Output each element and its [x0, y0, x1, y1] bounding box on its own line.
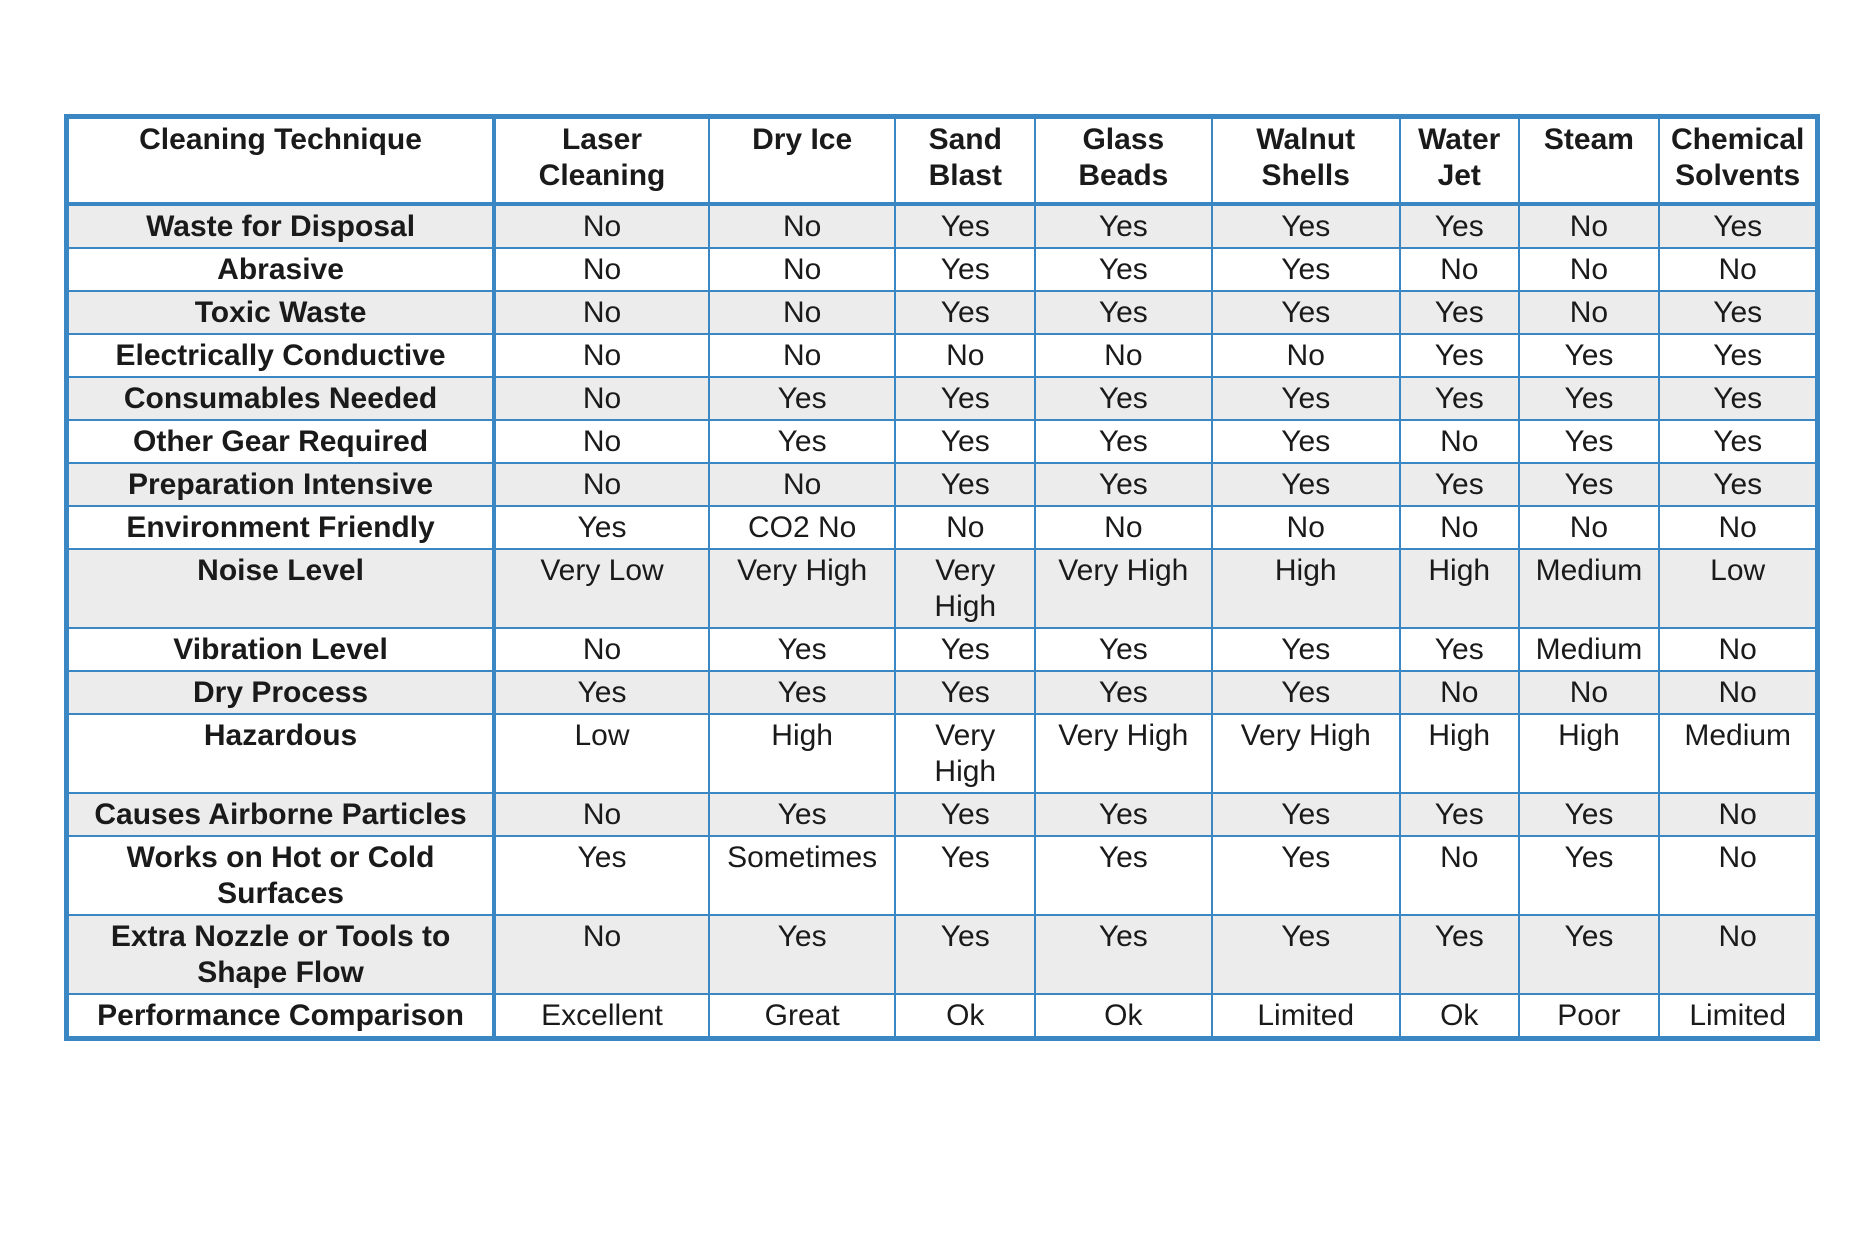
table-row	[67, 420, 1818, 463]
table-cell: Ok	[1400, 994, 1519, 1039]
column-header-steam: Steam	[1519, 117, 1660, 205]
table-cell: No	[494, 628, 709, 671]
table-cell: Yes	[1519, 793, 1660, 836]
table-row	[67, 915, 1818, 994]
table-cell: Yes	[895, 420, 1035, 463]
table-cell: Yes	[895, 628, 1035, 671]
table-cell: Yes	[1400, 628, 1519, 671]
table-cell: Yes	[1212, 793, 1400, 836]
table-cell: High	[1400, 549, 1519, 628]
table-cell: No	[895, 334, 1035, 377]
table-cell: No	[1659, 628, 1817, 671]
table-cell: Yes	[1659, 334, 1817, 377]
table-cell: No	[709, 463, 895, 506]
table-cell: No	[494, 420, 709, 463]
table-cell: Very High	[1035, 549, 1211, 628]
table-cell: Yes	[1659, 204, 1817, 248]
row-label: Preparation Intensive	[67, 463, 495, 506]
row-label: Dry Process	[67, 671, 495, 714]
table-cell: Yes	[895, 291, 1035, 334]
table-cell: Yes	[1212, 377, 1400, 420]
table-cell: No	[709, 291, 895, 334]
table-cell: No	[1400, 506, 1519, 549]
table-cell: No	[1659, 836, 1817, 915]
table-cell: No	[1400, 836, 1519, 915]
table-row	[67, 793, 1818, 836]
table-cell: Limited	[1212, 994, 1400, 1039]
table-cell: No	[895, 506, 1035, 549]
table-cell: No	[494, 915, 709, 994]
row-label: Environment Friendly	[67, 506, 495, 549]
table-cell: Yes	[1519, 334, 1660, 377]
table-cell: Very High	[1035, 714, 1211, 793]
table-cell: Yes	[895, 463, 1035, 506]
table-cell: No	[1659, 506, 1817, 549]
table-cell: Yes	[895, 836, 1035, 915]
table-cell: No	[1659, 248, 1817, 291]
table-cell: Yes	[494, 506, 709, 549]
table-cell: Yes	[1212, 836, 1400, 915]
column-header-walnut-shells: Walnut Shells	[1212, 117, 1400, 205]
table-cell: Medium	[1659, 714, 1817, 793]
table-cell: No	[1659, 915, 1817, 994]
table-row	[67, 836, 1818, 915]
table-row	[67, 463, 1818, 506]
table-cell: Yes	[709, 420, 895, 463]
row-label: Vibration Level	[67, 628, 495, 671]
table-cell: Yes	[1035, 915, 1211, 994]
table-cell: Low	[1659, 549, 1817, 628]
table-cell: Yes	[1035, 420, 1211, 463]
table-cell: No	[1659, 793, 1817, 836]
table-cell: Yes	[1035, 671, 1211, 714]
row-label: Toxic Waste	[67, 291, 495, 334]
table-cell: No	[494, 334, 709, 377]
corner-header: Cleaning Technique	[67, 117, 495, 205]
row-label: Noise Level	[67, 549, 495, 628]
table-cell: Yes	[1035, 463, 1211, 506]
table-cell: No	[1519, 291, 1660, 334]
table-cell: No	[1519, 671, 1660, 714]
table-cell: Yes	[1400, 291, 1519, 334]
table-cell: Very Low	[494, 549, 709, 628]
table-cell: Yes	[1400, 377, 1519, 420]
table-cell: Yes	[1035, 291, 1211, 334]
table-row	[67, 628, 1818, 671]
table-cell: No	[1035, 334, 1211, 377]
table-cell: No	[1519, 248, 1660, 291]
table-cell: Very High	[1212, 714, 1400, 793]
table-cell: Medium	[1519, 628, 1660, 671]
table-row	[67, 671, 1818, 714]
table-cell: No	[1035, 506, 1211, 549]
column-header-chemical-solvents: Chemical Solvents	[1659, 117, 1817, 205]
table-cell: High	[1519, 714, 1660, 793]
table-row	[67, 714, 1818, 793]
table-cell: No	[1659, 671, 1817, 714]
table-cell: Yes	[895, 377, 1035, 420]
table-cell: Yes	[1400, 793, 1519, 836]
table-cell: Low	[494, 714, 709, 793]
row-label: Causes Airborne Particles	[67, 793, 495, 836]
table-cell: Yes	[895, 204, 1035, 248]
table-cell: Yes	[1035, 204, 1211, 248]
table-cell: Yes	[1659, 463, 1817, 506]
row-label: Extra Nozzle or Tools to Shape Flow	[67, 915, 495, 994]
table-cell: Yes	[1400, 204, 1519, 248]
table-row	[67, 204, 1818, 248]
table-cell: Yes	[1035, 377, 1211, 420]
column-header-glass-beads: Glass Beads	[1035, 117, 1211, 205]
table-cell: No	[494, 291, 709, 334]
table-cell: Yes	[1035, 248, 1211, 291]
table-cell: Yes	[709, 377, 895, 420]
table-cell: Yes	[1212, 204, 1400, 248]
table-cell: No	[1519, 204, 1660, 248]
cleaning-technique-comparison-table	[64, 114, 1820, 1041]
table-cell: Poor	[1519, 994, 1660, 1039]
table-cell: Yes	[494, 671, 709, 714]
table-cell: No	[494, 377, 709, 420]
table-cell: Ok	[1035, 994, 1211, 1039]
row-label: Hazardous	[67, 714, 495, 793]
table-cell: Yes	[895, 793, 1035, 836]
table-cell: No	[709, 248, 895, 291]
table-cell: No	[1400, 671, 1519, 714]
row-label: Electrically Conductive	[67, 334, 495, 377]
table-cell: No	[494, 204, 709, 248]
table-cell: Yes	[895, 671, 1035, 714]
column-header-laser-cleaning: Laser Cleaning	[494, 117, 709, 205]
table-cell: Very High	[895, 549, 1035, 628]
table-cell: Yes	[1035, 836, 1211, 915]
table-row	[67, 291, 1818, 334]
row-label: Abrasive	[67, 248, 495, 291]
row-label: Works on Hot or Cold Surfaces	[67, 836, 495, 915]
table-cell: CO2 No	[709, 506, 895, 549]
table-cell: Yes	[1659, 377, 1817, 420]
table-cell: No	[1212, 334, 1400, 377]
table-cell: Yes	[1212, 915, 1400, 994]
table-cell: Yes	[1400, 463, 1519, 506]
table-body	[67, 204, 1818, 1039]
table-cell: Yes	[1400, 915, 1519, 994]
table-cell: High	[1212, 549, 1400, 628]
table-cell: Yes	[1519, 463, 1660, 506]
table-cell: Yes	[1035, 628, 1211, 671]
table-cell: Yes	[709, 793, 895, 836]
table-cell: High	[709, 714, 895, 793]
table-cell: Yes	[1519, 836, 1660, 915]
table-row	[67, 248, 1818, 291]
table-cell: No	[709, 334, 895, 377]
table-cell: Yes	[1659, 420, 1817, 463]
table-row	[67, 994, 1818, 1039]
row-label: Consumables Needed	[67, 377, 495, 420]
table-cell: Medium	[1519, 549, 1660, 628]
table-cell: Yes	[1519, 420, 1660, 463]
table-cell: Yes	[1212, 671, 1400, 714]
table-cell: Yes	[1212, 291, 1400, 334]
table-cell: Yes	[1519, 915, 1660, 994]
table-cell: Yes	[1659, 291, 1817, 334]
table-row	[67, 549, 1818, 628]
table-cell: Limited	[1659, 994, 1817, 1039]
table-cell: Yes	[1212, 248, 1400, 291]
table-cell: Very High	[895, 714, 1035, 793]
table-cell: Yes	[709, 671, 895, 714]
table-cell: Yes	[709, 628, 895, 671]
row-label: Other Gear Required	[67, 420, 495, 463]
table-cell: Yes	[1519, 377, 1660, 420]
table-cell: Yes	[1212, 463, 1400, 506]
table-cell: No	[1212, 506, 1400, 549]
table-cell: No	[494, 248, 709, 291]
row-label: Waste for Disposal	[67, 204, 495, 248]
table-cell: No	[1519, 506, 1660, 549]
table-cell: Yes	[709, 915, 895, 994]
column-header-sand-blast: Sand Blast	[895, 117, 1035, 205]
table-cell: Yes	[895, 248, 1035, 291]
table-cell: No	[494, 463, 709, 506]
table-cell: Sometimes	[709, 836, 895, 915]
table-row	[67, 506, 1818, 549]
table-cell: Yes	[1400, 334, 1519, 377]
table-cell: No	[709, 204, 895, 248]
table-cell: Great	[709, 994, 895, 1039]
table-cell: High	[1400, 714, 1519, 793]
table-cell: Excellent	[494, 994, 709, 1039]
table-row	[67, 377, 1818, 420]
column-header-dry-ice: Dry Ice	[709, 117, 895, 205]
table-cell: Yes	[895, 915, 1035, 994]
table-row	[67, 334, 1818, 377]
table-cell: Yes	[1212, 628, 1400, 671]
header-row	[67, 117, 1818, 205]
table-cell: No	[1400, 248, 1519, 291]
table-cell: Very High	[709, 549, 895, 628]
column-header-water-jet: Water Jet	[1400, 117, 1519, 205]
table-cell: Yes	[1212, 420, 1400, 463]
table-cell: Yes	[494, 836, 709, 915]
row-label: Performance Comparison	[67, 994, 495, 1039]
table-cell: No	[494, 793, 709, 836]
table-cell: Yes	[1035, 793, 1211, 836]
table-cell: Ok	[895, 994, 1035, 1039]
table-cell: No	[1400, 420, 1519, 463]
